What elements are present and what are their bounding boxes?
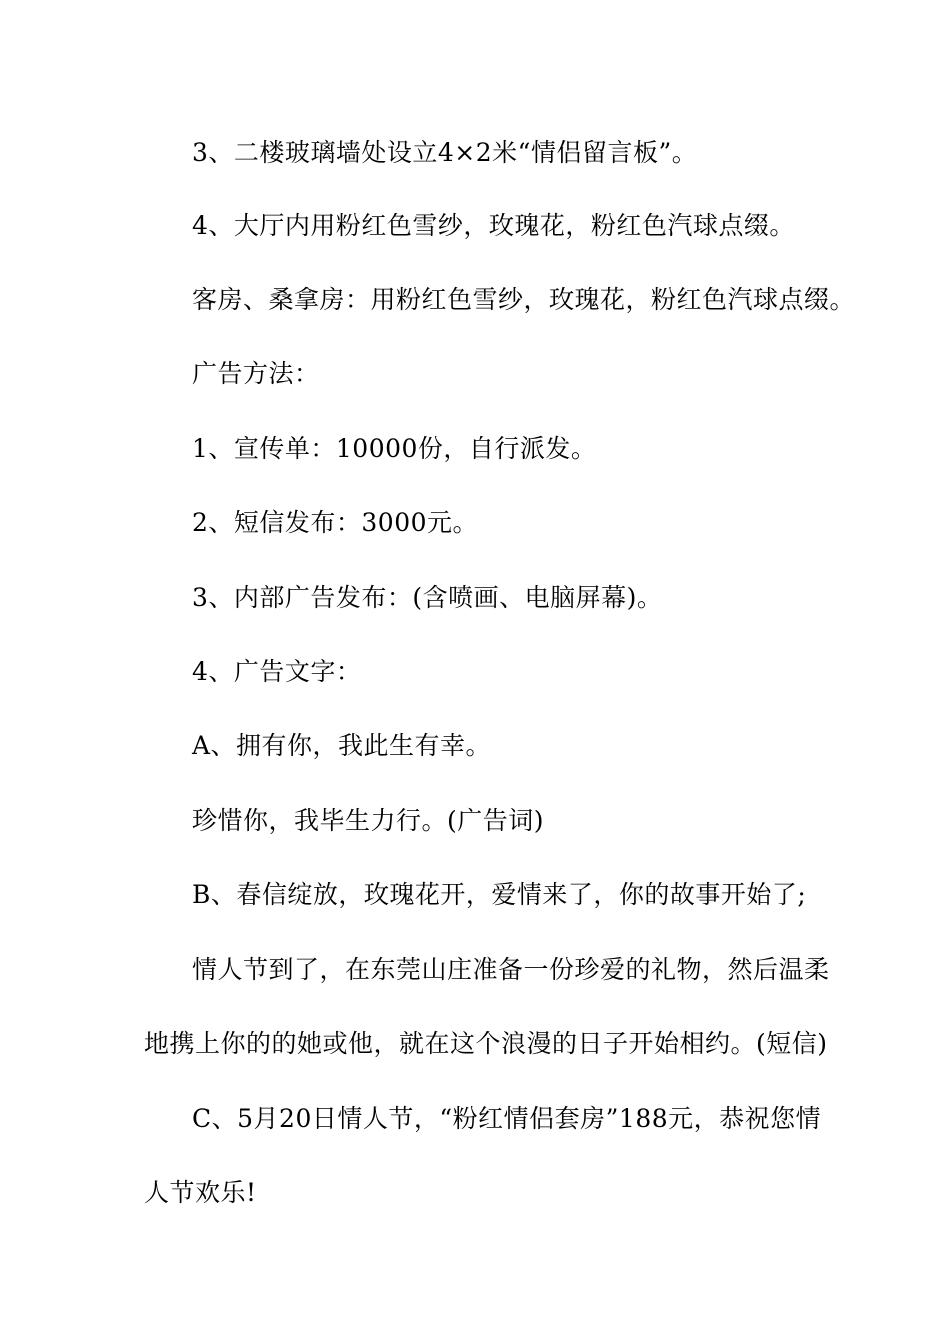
paragraph-line: 情人节到了，在东莞山庄准备一份珍爱的礼物，然后温柔 — [192, 955, 830, 984]
paragraph-line: A、拥有你，我此生有幸。 — [192, 731, 492, 760]
paragraph-line: 人节欢乐! — [144, 1178, 257, 1207]
paragraph-line: 3、内部广告发布：(含喷画、电脑屏幕)。 — [192, 583, 663, 612]
section-heading: 广告方法： — [192, 359, 320, 388]
paragraph-line: 客房、桑拿房：用粉红色雪纱，玫瑰花，粉红色汽球点缀。 — [192, 285, 856, 314]
paragraph-line: B、春信绽放，玫瑰花开，爱情来了，你的故事开始了; — [192, 880, 807, 909]
paragraph-line: 4、广告文字： — [192, 657, 362, 686]
paragraph-line: 地携上你的的她或他，就在这个浪漫的日子开始相约。(短信) — [144, 1029, 828, 1058]
paragraph-line: 1、宣传单：10000份，自行派发。 — [192, 434, 597, 463]
paragraph-line: C、5月20日情人节，“粉红情侣套房”188元，恭祝您情 — [192, 1104, 822, 1133]
paragraph-line: 2、短信发布：3000元。 — [192, 508, 479, 537]
paragraph-line: 3、二楼玻璃墙处设立4×2米“情侣留言板”。 — [192, 138, 698, 167]
paragraph-line: 珍惜你，我毕生力行。(广告词) — [192, 806, 545, 835]
paragraph-line: 4、大厅内用粉红色雪纱，玫瑰花，粉红色汽球点缀。 — [192, 211, 795, 240]
